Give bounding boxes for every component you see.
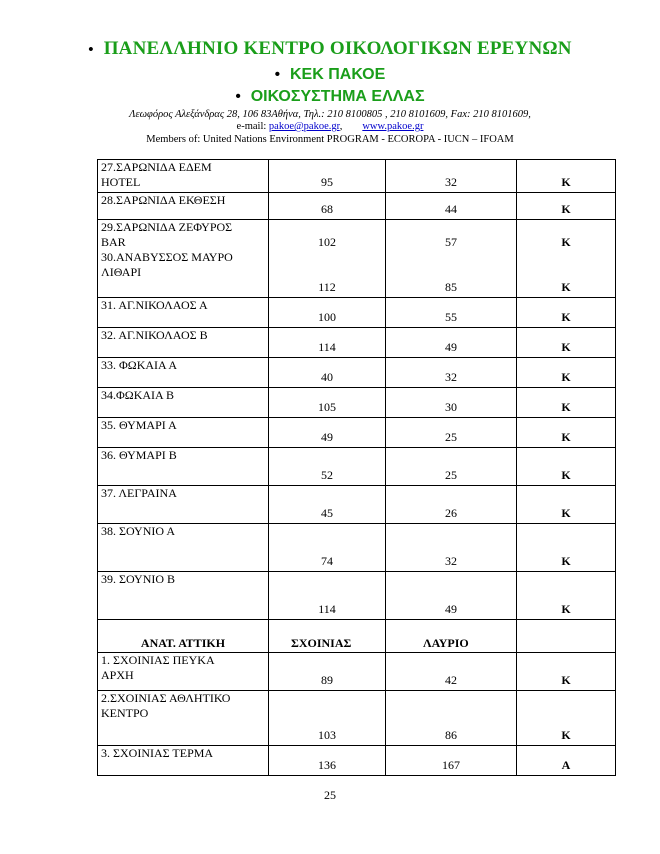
location-name: BAR	[101, 235, 126, 249]
table-row	[98, 193, 616, 220]
location-name-cell	[98, 160, 269, 193]
email-link[interactable]: pakoe@pakoe.gr	[268, 121, 340, 132]
class-cell-value: Κ	[561, 310, 571, 324]
value-cell-2-value: 85	[445, 280, 457, 294]
value-cell-2-value: 57	[445, 235, 457, 249]
section-title: ΑΝΑΤ. ΑΤΤΙΚΗ	[98, 620, 269, 653]
value-cell-2	[386, 572, 517, 620]
value-cell-2-value: 26	[445, 506, 457, 520]
table-row	[98, 388, 616, 418]
value-cell-2	[386, 298, 517, 328]
class-cell	[517, 448, 616, 486]
value-cell-2-value: 30	[445, 400, 457, 414]
location-name-cell	[98, 388, 269, 418]
eco-title	[0, 88, 660, 106]
value-cell-1	[269, 298, 386, 328]
value-cell-2-value: 32	[445, 175, 457, 189]
class-cell	[517, 572, 616, 620]
location-name-cell	[98, 691, 269, 746]
value-cell-1-value: 52	[321, 468, 333, 482]
value-cell-2-value: 25	[445, 430, 457, 444]
class-cell	[517, 746, 616, 776]
value-cell-1-value: 105	[318, 400, 336, 414]
location-name-cell	[98, 418, 269, 448]
location-name-cell	[98, 448, 269, 486]
bullet-icon: •	[274, 66, 280, 83]
table-row	[98, 691, 616, 746]
bullet-icon: •	[235, 88, 241, 105]
value-cell-1	[269, 193, 386, 220]
value-cell-2-value: 167	[442, 758, 460, 772]
column-header-empty	[517, 620, 616, 653]
class-cell	[517, 220, 616, 298]
table-row	[98, 358, 616, 388]
value-cell-2	[386, 448, 517, 486]
location-name: 27.ΣΑΡΩΝΙΔΑ ΕΔΕΜ	[101, 160, 212, 174]
website-link[interactable]: www.pakoe.gr	[362, 121, 424, 132]
class-cell	[517, 358, 616, 388]
value-cell-2	[386, 388, 517, 418]
class-cell-value: Α	[561, 758, 571, 772]
class-cell-value: Κ	[561, 235, 571, 249]
value-cell-2	[386, 328, 517, 358]
location-name: 33. ΦΩΚΑΙΑ Α	[101, 358, 178, 372]
org-title-text: ΠΑΝΕΛΛΗΝΙΟ ΚΕΝΤΡΟ ΟΙΚΟΛΟΓΙΚΩΝ ΕΡΕΥΝΩΝ	[103, 38, 572, 59]
location-name: HOTEL	[101, 175, 141, 189]
table-row	[98, 524, 616, 572]
value-cell-1-value: 49	[321, 430, 333, 444]
location-name: 3. ΣΧΟΙΝΙΑΣ ΤΕΡΜΑ	[101, 746, 214, 760]
value-cell-2-value: 44	[445, 202, 457, 216]
value-cell-2-value: 42	[445, 673, 457, 687]
value-cell-1	[269, 486, 386, 524]
class-cell	[517, 193, 616, 220]
value-cell-1	[269, 448, 386, 486]
class-cell	[517, 486, 616, 524]
value-cell-2	[386, 418, 517, 448]
value-cell-2	[386, 193, 517, 220]
value-cell-1-value: 114	[318, 340, 336, 354]
class-cell-value: Κ	[561, 175, 571, 189]
location-name: 34.ΦΩΚΑΙΑ Β	[101, 388, 175, 402]
table-row	[98, 418, 616, 448]
class-cell	[517, 691, 616, 746]
contact-line: e-mail: pakoe@pakoe.gr, www.pakoe.gr	[236, 121, 424, 132]
value-cell-2	[386, 220, 517, 298]
location-name-cell	[98, 193, 269, 220]
value-cell-1-value: 102	[318, 235, 336, 249]
value-cell-1-value: 74	[321, 554, 333, 568]
value-cell-1-value: 45	[321, 506, 333, 520]
page-number: 25	[324, 788, 336, 802]
value-cell-1-value: 103	[318, 728, 336, 742]
location-name: 31. ΑΓ.ΝΙΚΟΛΑΟΣ Α	[101, 298, 208, 312]
value-cell-1-value: 112	[318, 280, 336, 294]
location-name-cell	[98, 298, 269, 328]
location-name: 38. ΣΟΥΝΙΟ Α	[101, 524, 176, 538]
location-name: 39. ΣΟΥΝΙΟ Β	[101, 572, 176, 586]
table-row	[98, 448, 616, 486]
class-cell	[517, 418, 616, 448]
location-name-cell	[98, 486, 269, 524]
location-name: 30.ΑΝΑΒΥΣΣΟΣ ΜΑΥΡΟ	[101, 250, 233, 264]
value-cell-2	[386, 691, 517, 746]
class-cell-value: Κ	[561, 202, 571, 216]
class-cell	[517, 298, 616, 328]
table-body	[98, 160, 616, 776]
table-row	[98, 328, 616, 358]
location-name-cell	[98, 358, 269, 388]
section-header-row	[98, 620, 616, 653]
value-cell-1-value: 136	[318, 758, 336, 772]
value-cell-2-value: 55	[445, 310, 457, 324]
value-cell-1-value: 40	[321, 370, 333, 384]
location-name-cell	[98, 220, 269, 298]
value-cell-1	[269, 328, 386, 358]
column-header: ΛΑΥΡΙΟ	[386, 620, 517, 653]
location-name: 32. ΑΓ.ΝΙΚΟΛΑΟΣ Β	[101, 328, 208, 342]
class-cell-value: Κ	[561, 400, 571, 414]
value-cell-1	[269, 220, 386, 298]
class-cell-value: Κ	[561, 673, 571, 687]
column-header: ΣΧΟΙΝΙΑΣ	[269, 620, 386, 653]
value-cell-1	[269, 160, 386, 193]
value-cell-1	[269, 358, 386, 388]
table-row	[98, 572, 616, 620]
location-name: ΑΡΧΗ	[101, 668, 134, 682]
eco-title-text: ΟΙΚΟΣΥΣΤΗΜΑ ΕΛΛΑΣ	[250, 88, 425, 105]
kek-title-text: ΚΕΚ ΠΑΚΟΕ	[289, 66, 386, 83]
value-cell-1	[269, 418, 386, 448]
location-name: ΛΙΘΑΡΙ	[101, 265, 142, 279]
value-cell-2-value: 32	[445, 370, 457, 384]
class-cell-value: Κ	[561, 506, 571, 520]
value-cell-2	[386, 486, 517, 524]
value-cell-2	[386, 160, 517, 193]
value-cell-2-value: 49	[445, 340, 457, 354]
class-cell-value: Κ	[561, 340, 571, 354]
value-cell-2	[386, 746, 517, 776]
class-cell	[517, 328, 616, 358]
class-cell-value: Κ	[561, 370, 571, 384]
location-name: 36. ΘΥΜΑΡΙ Β	[101, 448, 177, 462]
class-cell-value: Κ	[561, 468, 571, 482]
location-name-cell	[98, 746, 269, 776]
location-name-cell	[98, 328, 269, 358]
location-name: ΚΕΝΤΡΟ	[101, 706, 149, 720]
value-cell-1	[269, 653, 386, 691]
class-cell	[517, 388, 616, 418]
value-cell-1	[269, 746, 386, 776]
location-name: 2.ΣΧΟΙΝΙΑΣ ΑΘΛΗΤΙΚΟ	[101, 691, 231, 705]
class-cell	[517, 653, 616, 691]
value-cell-2-value: 86	[445, 728, 457, 742]
bullet-icon: •	[88, 42, 94, 58]
location-name-cell	[98, 653, 269, 691]
value-cell-1	[269, 572, 386, 620]
value-cell-1-value: 68	[321, 202, 333, 216]
location-name: 29.ΣΑΡΩΝΙΔΑ ΖΕΦΥΡΟΣ	[101, 220, 233, 234]
value-cell-1	[269, 691, 386, 746]
table-row	[98, 746, 616, 776]
class-cell-value: Κ	[561, 602, 571, 616]
value-cell-1	[269, 524, 386, 572]
table-row	[98, 220, 616, 298]
address-line: Λεωφόρος Αλεξάνδρας 28, 106 83Αθήνα, Τηλ.: 210 8100805 , 210 8101609, Fax: 210 8101609,	[129, 109, 531, 120]
class-cell-value: Κ	[561, 280, 571, 294]
value-cell-1-value: 100	[318, 310, 336, 324]
value-cell-2	[386, 653, 517, 691]
org-title	[0, 38, 660, 60]
value-cell-2-value: 32	[445, 554, 457, 568]
value-cell-2	[386, 524, 517, 572]
table-row	[98, 653, 616, 691]
value-cell-1	[269, 388, 386, 418]
kek-title	[0, 66, 660, 84]
value-cell-2-value: 49	[445, 602, 457, 616]
location-name: 37. ΛΕΓΡΑΙΝΑ	[101, 486, 177, 500]
table-row	[98, 160, 616, 193]
class-cell	[517, 160, 616, 193]
location-name: 35. ΘΥΜΑΡΙ Α	[101, 418, 177, 432]
value-cell-2-value: 25	[445, 468, 457, 482]
table-row	[98, 486, 616, 524]
location-name: 1. ΣΧΟΙΝΙΑΣ ΠΕΥΚΑ	[101, 653, 215, 667]
location-name-cell	[98, 572, 269, 620]
members-line: Members of: United Nations Environment PROGRAM - ECOROPA - IUCN – IFOAM	[146, 134, 514, 145]
location-name: 28.ΣΑΡΩΝΙΔΑ ΕΚΘΕΣΗ	[101, 193, 226, 207]
class-cell-value: Κ	[561, 728, 571, 742]
measurements-table	[97, 159, 616, 776]
location-name-cell	[98, 524, 269, 572]
value-cell-2	[386, 358, 517, 388]
value-cell-1-value: 95	[321, 175, 333, 189]
value-cell-1-value: 89	[321, 673, 333, 687]
class-cell	[517, 524, 616, 572]
class-cell-value: Κ	[561, 554, 571, 568]
table-row	[98, 298, 616, 328]
value-cell-1-value: 114	[318, 602, 336, 616]
class-cell-value: Κ	[561, 430, 571, 444]
email-label: e-mail:	[236, 121, 267, 132]
